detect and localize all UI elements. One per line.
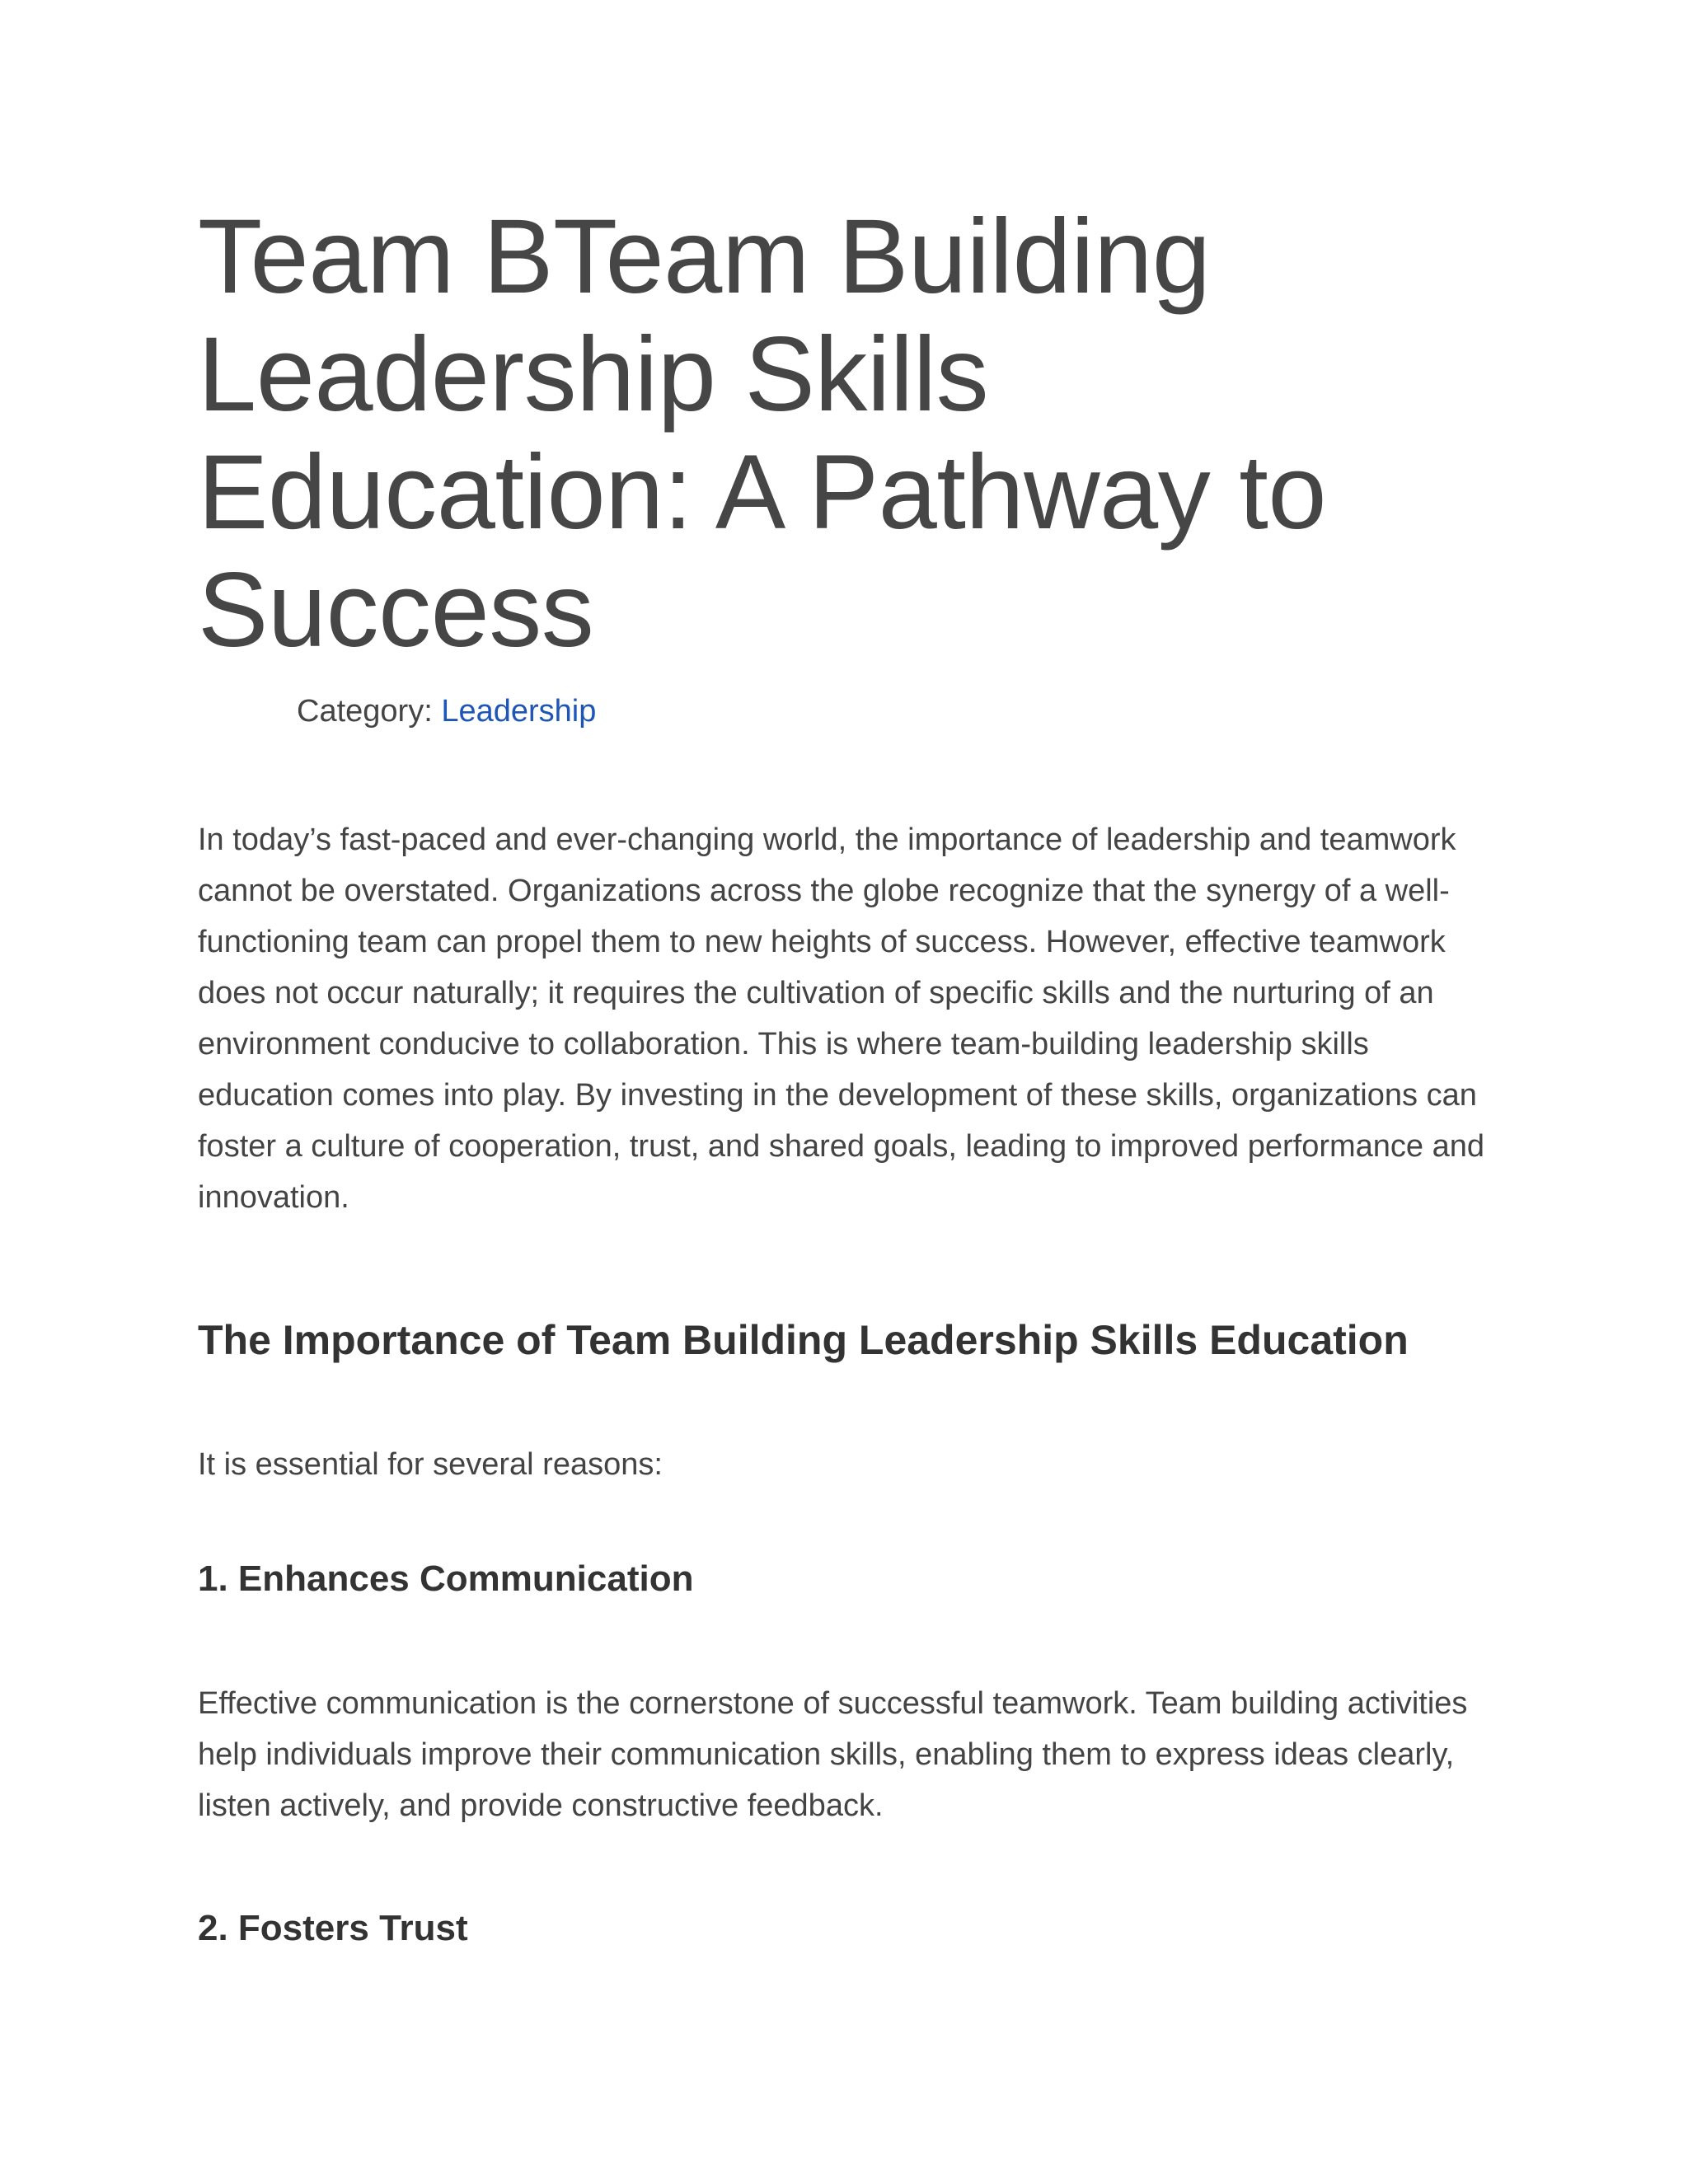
article (198, 198, 1500, 1952)
reason-heading-communication: 1. Enhances Communication (198, 1558, 694, 1599)
intro-paragraph: In today’s fast-paced and ever-changing world, the importance of leadership and teamwork cannot be overstated. Organizations across the globe recognize that the synergy of a well-functioning team can propel them to new heights of success. However, effective teamwork does not occur naturally; it requires the cultivation of specific skills and the nurturing of an environment conducive to collaboration. This is where team-building leadership skills education comes into play. By investing in the development of these skills, organizations can foster a culture of cooperation, trust, and shared goals, leading to improved performance and innovation. (198, 823, 1485, 1215)
category-label: Category: (297, 694, 442, 729)
page-title: Team BTeam Building Leadership Skills Education: A Pathway to Success (198, 198, 1326, 669)
reason-paragraph-communication: Effective communication is the cornerstone of successful teamwork. Team building activities help individuals improve their communication skills, enabling them to express ideas clearly, listen actively, and provide constructive feedback. (198, 1686, 1468, 1823)
reasons-intro-paragraph: It is essential for several reasons: (198, 1447, 663, 1482)
category-link[interactable]: Leadership (441, 694, 597, 729)
category-meta (297, 691, 1500, 732)
reason-heading-trust: 2. Fosters Trust (198, 1908, 468, 1948)
section-heading: The Importance of Team Building Leadership Skills Education (198, 1317, 1409, 1363)
